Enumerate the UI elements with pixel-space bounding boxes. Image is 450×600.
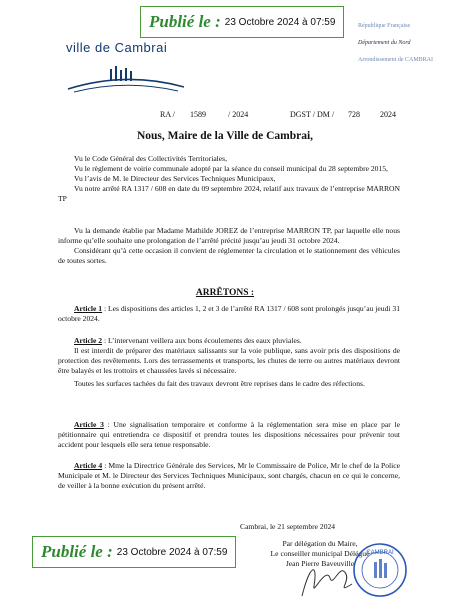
- administrative-header: [358, 22, 446, 73]
- article-4-text: : Mme la Directrice Générale des Services, Mr le Commissaire de Police, Mr le chef de la Police Municipale et M. le Directeur des Services Techniques Municipaux, sont chargés, chacun en ce qui le concerne, de veiller à la bonne exécution du présent arrêté.: [58, 461, 400, 491]
- logo-graphic: [66, 55, 186, 95]
- signature-line-2: Le conseiller municipal Délégué: [270, 549, 370, 559]
- decree-heading: ARRÊTONS :: [195, 288, 255, 298]
- article-4: [58, 461, 400, 491]
- article-3: [58, 420, 400, 450]
- stamp-label: Publié le :: [149, 12, 221, 31]
- request-paragraph: [58, 226, 400, 266]
- handwritten-signature: [296, 556, 356, 600]
- arrondissement-label: Arrondissement de CAMBRAI: [358, 57, 433, 64]
- stamp-date: 23 Octobre 2024 à 07:59: [224, 16, 336, 28]
- article-1-label: Article 1: [74, 304, 103, 313]
- article-2: [58, 336, 400, 389]
- signature-line-3: Jean Pierre Baveuville: [285, 559, 355, 569]
- department-label: Département du Nord: [358, 40, 411, 47]
- article-2-para-3: Toutes les surfaces tachées du fait des travaux devront être reprises dans le cadre des réfections.: [74, 379, 365, 389]
- article-1-text: : Les dispositions des articles 1, 2 et 3 de l’arrêté RA 1317 / 608 sont prolongés jusqu’au jeudi 31 octobre 2024.: [58, 304, 400, 324]
- municipal-seal: [352, 542, 408, 598]
- dgst-year: 2024: [380, 110, 396, 119]
- signature-place-date: Cambrai, le 21 septembre 2024: [240, 522, 336, 531]
- article-3-label: Article 3: [74, 420, 104, 429]
- signature-line-1: Par délégation du Maire,: [282, 539, 358, 549]
- article-2-text: : L’intervenant veillera aux bons écoulements des eaux pluviales.: [102, 336, 302, 345]
- ra-number: 1589: [190, 110, 206, 119]
- consideration-1: Vu le Code Général des Collectivités Territoriales,: [74, 154, 228, 163]
- consideration-2: Vu le règlement de voirie communale adopté par la séance du conseil municipal du 28 septembre 2015,: [74, 164, 388, 174]
- article-3-text: : Une signalisation temporaire et conforme à la réglementation sera mise en place par le pétitionnaire qui entretiendra ce dispositif et prendra toutes les dispositions nécessaires pour prévenir tout accident pour lesquels elle sera tenue responsable.: [58, 420, 400, 450]
- request-text: Vu la demande établie par Madame Mathilde JOREZ de l’entreprise MARRON TP, par laquelle elle nous informe qu’elle souhaite une prolongation de l’arrêté précité jusqu’au jeudi 31 octobre 2024.: [58, 226, 400, 246]
- ra-label: RA /: [160, 110, 175, 119]
- republic-label: République Française: [358, 23, 411, 29]
- ra-year: / 2024: [228, 110, 249, 119]
- consideration-4: Vu notre arrêté RA 1317 / 608 en date du 09 septembre 2024, relatif aux travaux de l’entreprise MARRON TP: [58, 184, 400, 204]
- article-4-label: Article 4: [74, 461, 103, 470]
- article-2-label: Article 2: [74, 336, 103, 345]
- seal-text: CAMBRAI: [366, 550, 394, 556]
- considerations-block: [58, 154, 400, 204]
- logo-text: ville de Cambrai: [66, 40, 168, 55]
- document-title: Nous, Maire de la Ville de Cambrai,: [136, 130, 314, 142]
- article-1: [58, 304, 400, 324]
- publication-stamp-top: [140, 6, 344, 38]
- publication-stamp-bottom: [32, 536, 236, 568]
- stamp-date: 23 Octobre 2024 à 07:59: [116, 546, 228, 558]
- dgst-label: DGST / DM /: [290, 110, 335, 119]
- stamp-label: Publié le :: [41, 542, 113, 561]
- consideration-3: Vu l’avis de M. le Directeur des Services Techniques Municipaux,: [74, 174, 276, 184]
- article-2-para-2: Il est interdit de préparer des matériaux salissants sur la voie publique, sans avoir pris des dispositions de protection des revêtements. Lors des terrassements et transports, les chutes de terre ou autres matériaux devront être balayés et les trottoirs et chaussées lavés si nécessaire.: [58, 346, 400, 376]
- considering-text: Considérant qu’à cette occasion il convient de réglementer la circulation et le stationnement des véhicules de toutes sortes.: [58, 246, 400, 266]
- city-logo: [66, 40, 186, 95]
- dgst-number: 728: [348, 110, 360, 119]
